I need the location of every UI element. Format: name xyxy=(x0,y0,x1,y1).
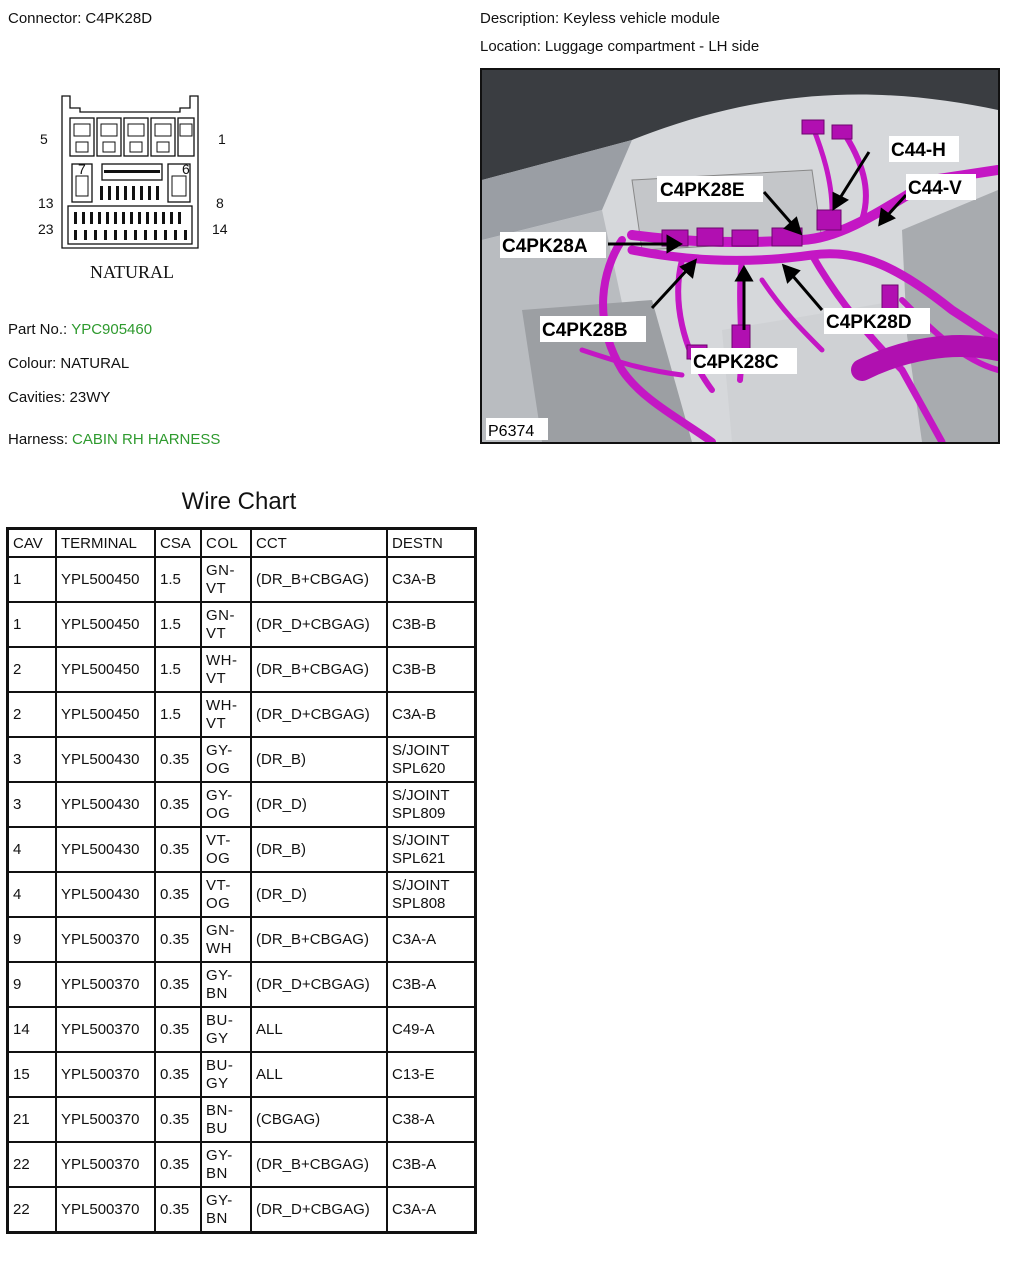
cell-cct: ALL xyxy=(251,1007,387,1052)
cell-cav: 14 xyxy=(8,1007,57,1052)
header-terminal: TERMINAL xyxy=(56,529,155,558)
cell-col xyxy=(201,1097,251,1142)
cell-cct: (DR_D+CBGAG) xyxy=(251,692,387,737)
cell-col xyxy=(201,557,251,602)
cell-cct: (DR_B+CBGAG) xyxy=(251,1142,387,1187)
pin-label-13: 13 xyxy=(38,195,54,211)
cell-terminal: YPL500370 xyxy=(56,962,155,1007)
colour-label: Colour: xyxy=(8,355,57,372)
cell-destn-line: C3A-A xyxy=(392,930,437,948)
table-row xyxy=(8,1187,476,1233)
harness-label: Harness: xyxy=(8,431,69,448)
cell-terminal: YPL500370 xyxy=(56,1142,155,1187)
cell-col-line: GY- xyxy=(206,741,233,759)
cell-col-line: VT xyxy=(206,579,227,597)
cell-col-line: BN xyxy=(206,1164,228,1182)
cell-cav: 3 xyxy=(8,737,57,782)
cell-csa: 1.5 xyxy=(155,692,201,737)
cell-destn-line: C3B-B xyxy=(392,660,437,678)
cell-col xyxy=(201,692,251,737)
cell-terminal: YPL500370 xyxy=(56,1052,155,1097)
pin-label-6: 6 xyxy=(182,161,190,177)
cell-destn xyxy=(387,647,476,692)
cell-cav: 9 xyxy=(8,962,57,1007)
cell-destn xyxy=(387,737,476,782)
cell-col-line: GY- xyxy=(206,1146,233,1164)
cell-cav: 4 xyxy=(8,827,57,872)
cell-destn-line: C38-A xyxy=(392,1110,435,1128)
cell-col-line: OG xyxy=(206,894,231,912)
cell-cav: 3 xyxy=(8,782,57,827)
cell-cct: (DR_B+CBGAG) xyxy=(251,647,387,692)
cell-cav: 4 xyxy=(8,872,57,917)
cavities-label: Cavities: xyxy=(8,389,66,406)
table-row xyxy=(8,917,476,962)
cell-col-line: WH- xyxy=(206,696,238,714)
cell-destn-line: C3B-B xyxy=(392,615,437,633)
cell-col-line: GY xyxy=(206,1029,229,1047)
connector-label: Connector: xyxy=(8,10,82,27)
cell-cav: 9 xyxy=(8,917,57,962)
cell-col-line: GY- xyxy=(206,1191,233,1209)
cell-destn-line: SPL808 xyxy=(392,894,446,912)
cell-col-line: WH xyxy=(206,939,232,957)
cell-cct: (DR_D) xyxy=(251,782,387,827)
cell-destn xyxy=(387,827,476,872)
cell-col-line: BU- xyxy=(206,1011,234,1029)
callout-c4pk28b: C4PK28B xyxy=(542,320,628,341)
table-row xyxy=(8,827,476,872)
cell-destn-line: S/JOINT xyxy=(392,786,450,804)
header-csa: CSA xyxy=(155,529,201,558)
cell-col-line: OG xyxy=(206,759,231,777)
table-row xyxy=(8,737,476,782)
cell-col-line: OG xyxy=(206,804,231,822)
cell-csa: 0.35 xyxy=(155,1007,201,1052)
cell-col xyxy=(201,1007,251,1052)
cell-cav: 22 xyxy=(8,1187,57,1233)
callout-c4pk28d: C4PK28D xyxy=(826,312,912,333)
cell-col-line: GY- xyxy=(206,966,233,984)
pin-label-23: 23 xyxy=(38,221,54,237)
cell-csa: 0.35 xyxy=(155,917,201,962)
cell-col xyxy=(201,647,251,692)
cell-terminal: YPL500450 xyxy=(56,647,155,692)
table-row xyxy=(8,1097,476,1142)
cell-col-line: VT- xyxy=(206,831,231,849)
cell-destn-line: C3A-B xyxy=(392,570,437,588)
cell-col-line: VT- xyxy=(206,876,231,894)
cell-terminal: YPL500450 xyxy=(56,557,155,602)
cell-terminal: YPL500450 xyxy=(56,602,155,647)
cell-col xyxy=(201,1142,251,1187)
cell-col-line: VT xyxy=(206,624,227,642)
callout-c44-h: C44-H xyxy=(891,140,946,161)
part-no-link[interactable]: YPC905460 xyxy=(71,321,153,338)
table-row xyxy=(8,647,476,692)
cell-cct: (DR_D+CBGAG) xyxy=(251,602,387,647)
pin-label-7: 7 xyxy=(78,161,86,177)
cell-csa: 0.35 xyxy=(155,1052,201,1097)
wire-chart-body xyxy=(8,557,476,1233)
cell-col xyxy=(201,872,251,917)
cell-cav: 2 xyxy=(8,692,57,737)
cell-destn-line: C3A-A xyxy=(392,1200,437,1218)
description xyxy=(480,10,720,27)
header-cct: CCT xyxy=(251,529,387,558)
table-row xyxy=(8,782,476,827)
cell-csa: 0.35 xyxy=(155,1097,201,1142)
cell-terminal: YPL500370 xyxy=(56,1187,155,1233)
table-row xyxy=(8,1052,476,1097)
cell-cct: (DR_B+CBGAG) xyxy=(251,557,387,602)
connector-face-diagram xyxy=(30,90,230,290)
header-cav: CAV xyxy=(8,529,57,558)
cell-terminal: YPL500450 xyxy=(56,692,155,737)
cell-cav: 2 xyxy=(8,647,57,692)
cell-destn-line: S/JOINT xyxy=(392,876,450,894)
cell-col-line: VT xyxy=(206,714,227,732)
cell-csa: 0.35 xyxy=(155,872,201,917)
callout-c4pk28a: C4PK28A xyxy=(502,236,588,257)
connector-colour-text: NATURAL xyxy=(90,262,174,282)
cell-terminal: YPL500430 xyxy=(56,872,155,917)
cell-col xyxy=(201,782,251,827)
location-photo-illustration xyxy=(482,70,998,442)
pin-label-5: 5 xyxy=(40,131,48,147)
cell-terminal: YPL500370 xyxy=(56,1007,155,1052)
cell-destn xyxy=(387,1097,476,1142)
cell-col-line: BN xyxy=(206,1209,228,1227)
colour xyxy=(8,355,129,372)
cell-destn-line: SPL809 xyxy=(392,804,446,822)
cell-csa: 0.35 xyxy=(155,737,201,782)
cell-terminal: YPL500430 xyxy=(56,782,155,827)
cell-csa: 0.35 xyxy=(155,827,201,872)
connector-id xyxy=(8,10,152,27)
cell-col-line: GN- xyxy=(206,561,235,579)
cell-destn-line: C3B-A xyxy=(392,975,437,993)
cell-col-line: BN- xyxy=(206,1101,234,1119)
cell-destn-line: S/JOINT xyxy=(392,831,450,849)
wire-chart-table xyxy=(6,527,477,1234)
cell-cct: (DR_D+CBGAG) xyxy=(251,962,387,1007)
cell-terminal: YPL500370 xyxy=(56,917,155,962)
cell-col xyxy=(201,737,251,782)
cell-destn xyxy=(387,1007,476,1052)
cell-csa: 1.5 xyxy=(155,602,201,647)
cell-destn xyxy=(387,557,476,602)
colour-value: NATURAL xyxy=(60,355,130,372)
table-row xyxy=(8,1007,476,1052)
cell-col-line: OG xyxy=(206,849,231,867)
cell-cct: (DR_B) xyxy=(251,827,387,872)
cell-cct: (DR_B+CBGAG) xyxy=(251,917,387,962)
cell-col xyxy=(201,1187,251,1233)
cell-col xyxy=(201,962,251,1007)
cell-cav: 1 xyxy=(8,557,57,602)
callout-c44-v: C44-V xyxy=(908,178,962,199)
part-no xyxy=(8,321,152,338)
cell-destn-line: SPL621 xyxy=(392,849,446,867)
cell-destn xyxy=(387,917,476,962)
cell-csa: 0.35 xyxy=(155,1187,201,1233)
description-label: Description: xyxy=(480,10,560,27)
table-row xyxy=(8,602,476,647)
description-value: Keyless vehicle module xyxy=(563,10,720,27)
cell-col-line: GN- xyxy=(206,606,235,624)
cell-destn-line: C3B-A xyxy=(392,1155,437,1173)
cell-destn xyxy=(387,1187,476,1233)
cell-terminal: YPL500370 xyxy=(56,1097,155,1142)
cell-col xyxy=(201,1052,251,1097)
picture-id: P6374 xyxy=(488,423,535,440)
location-photo xyxy=(480,68,1000,444)
cell-terminal: YPL500430 xyxy=(56,827,155,872)
cell-cav: 15 xyxy=(8,1052,57,1097)
cell-col-line: BU xyxy=(206,1119,228,1137)
table-row xyxy=(8,872,476,917)
cell-cct: (DR_D+CBGAG) xyxy=(251,1187,387,1233)
cell-cct: (CBGAG) xyxy=(251,1097,387,1142)
cell-csa: 1.5 xyxy=(155,557,201,602)
table-row xyxy=(8,1142,476,1187)
header-col: COL xyxy=(201,529,251,558)
cell-csa: 0.35 xyxy=(155,962,201,1007)
table-row xyxy=(8,962,476,1007)
cell-csa: 0.35 xyxy=(155,1142,201,1187)
cell-destn xyxy=(387,872,476,917)
cell-destn-line: S/JOINT xyxy=(392,741,450,759)
cell-destn xyxy=(387,692,476,737)
cell-cct: (DR_D) xyxy=(251,872,387,917)
cell-col-line: WH- xyxy=(206,651,238,669)
location xyxy=(480,38,759,55)
pin-label-1: 1 xyxy=(218,131,226,147)
cell-cav: 22 xyxy=(8,1142,57,1187)
cell-destn-line: C13-E xyxy=(392,1065,435,1083)
cavities xyxy=(8,389,110,406)
harness-link[interactable]: CABIN RH HARNESS xyxy=(72,431,221,448)
cell-csa: 0.35 xyxy=(155,782,201,827)
cell-col xyxy=(201,917,251,962)
cell-destn xyxy=(387,602,476,647)
cell-col-line: BU- xyxy=(206,1056,234,1074)
cell-destn xyxy=(387,782,476,827)
table-row xyxy=(8,557,476,602)
cell-cct: (DR_B) xyxy=(251,737,387,782)
cell-destn-line: C49-A xyxy=(392,1020,435,1038)
cell-col xyxy=(201,827,251,872)
cell-destn xyxy=(387,1052,476,1097)
cell-terminal: YPL500430 xyxy=(56,737,155,782)
cell-csa: 1.5 xyxy=(155,647,201,692)
cell-destn xyxy=(387,962,476,1007)
callout-c4pk28c: C4PK28C xyxy=(693,352,779,373)
pin-label-8: 8 xyxy=(216,195,224,211)
location-value: Luggage compartment - LH side xyxy=(544,38,760,55)
cell-destn-line: SPL620 xyxy=(392,759,446,777)
cell-destn-line: C3A-B xyxy=(392,705,437,723)
cell-col-line: BN xyxy=(206,984,228,1002)
pin-label-14: 14 xyxy=(212,221,228,237)
harness xyxy=(8,431,220,448)
cell-cct: ALL xyxy=(251,1052,387,1097)
callout-c4pk28e: C4PK28E xyxy=(660,180,745,201)
cell-destn xyxy=(387,1142,476,1187)
wire-chart-title: Wire Chart xyxy=(181,488,297,515)
cell-col xyxy=(201,602,251,647)
connector-value: C4PK28D xyxy=(85,10,153,27)
wire-chart-header-row xyxy=(8,529,476,558)
header-destn: DESTN xyxy=(387,529,476,558)
location-label: Location: xyxy=(480,38,541,55)
cavities-value: 23WY xyxy=(69,389,111,406)
cell-cav: 21 xyxy=(8,1097,57,1142)
cell-col-line: GY- xyxy=(206,786,233,804)
table-row xyxy=(8,692,476,737)
cell-col-line: GY xyxy=(206,1074,229,1092)
cell-col-line: GN- xyxy=(206,921,235,939)
part-no-label: Part No.: xyxy=(8,321,68,338)
cell-col-line: VT xyxy=(206,669,227,687)
cell-cav: 1 xyxy=(8,602,57,647)
